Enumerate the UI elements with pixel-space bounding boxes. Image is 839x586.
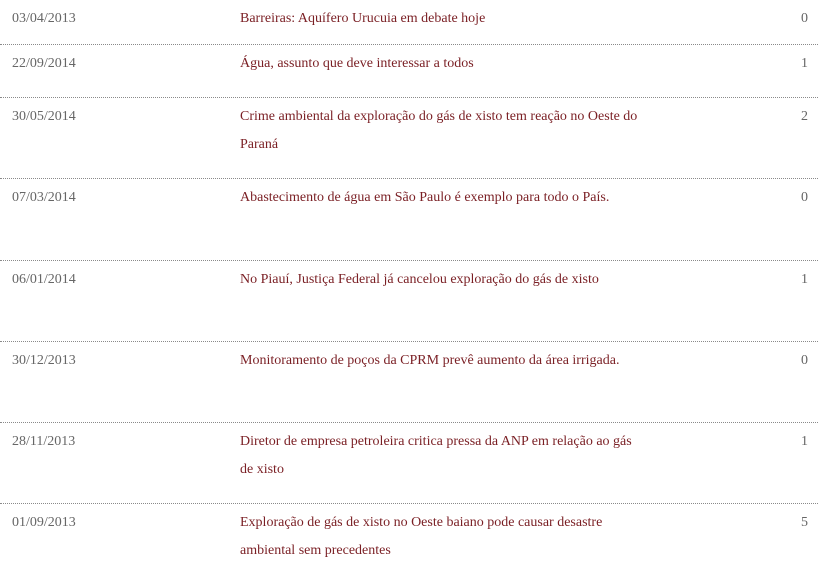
article-link[interactable]: Crime ambiental da exploração do gás de xisto tem reação no Oeste do Paraná [240,109,638,152]
list-item [0,0,818,45]
article-date: 30/12/2013 [12,353,76,368]
comment-count: 0 [801,11,808,26]
list-item [0,45,818,98]
article-link[interactable]: No Piauí, Justiça Federal já cancelou exploração do gás de xisto [240,272,599,287]
comment-count: 2 [801,109,808,124]
list-item [0,261,818,342]
article-link[interactable]: Diretor de empresa petroleira critica pressa da ANP em relação ao gás de xisto [240,434,632,477]
list-item [0,342,818,423]
comment-count: 1 [801,56,808,71]
article-link[interactable]: Abastecimento de água em São Paulo é exemplo para todo o País. [240,190,610,205]
list-item [0,98,818,179]
article-date: 28/11/2013 [12,434,76,449]
article-link[interactable]: Água, assunto que deve interessar a todos [240,56,474,71]
comment-count: 0 [801,190,808,205]
article-date: 07/03/2014 [12,190,76,205]
article-link[interactable]: Monitoramento de poços da CPRM prevê aumento da área irrigada. [240,353,620,368]
article-link[interactable]: Barreiras: Aquífero Urucuia em debate hoje [240,11,486,26]
list-item [0,179,818,261]
comment-count: 1 [801,434,808,449]
article-date: 22/09/2014 [12,56,76,71]
list-item [0,423,818,504]
list-item [0,504,818,586]
comment-count: 5 [801,515,808,530]
article-date: 30/05/2014 [12,109,76,124]
article-date: 03/04/2013 [12,11,76,26]
article-date: 01/09/2013 [12,515,76,530]
comment-count: 0 [801,353,808,368]
article-date: 06/01/2014 [12,272,76,287]
article-link[interactable]: Exploração de gás de xisto no Oeste baiano pode causar desastre ambiental sem precedentes [240,515,603,558]
comment-count: 1 [801,272,808,287]
